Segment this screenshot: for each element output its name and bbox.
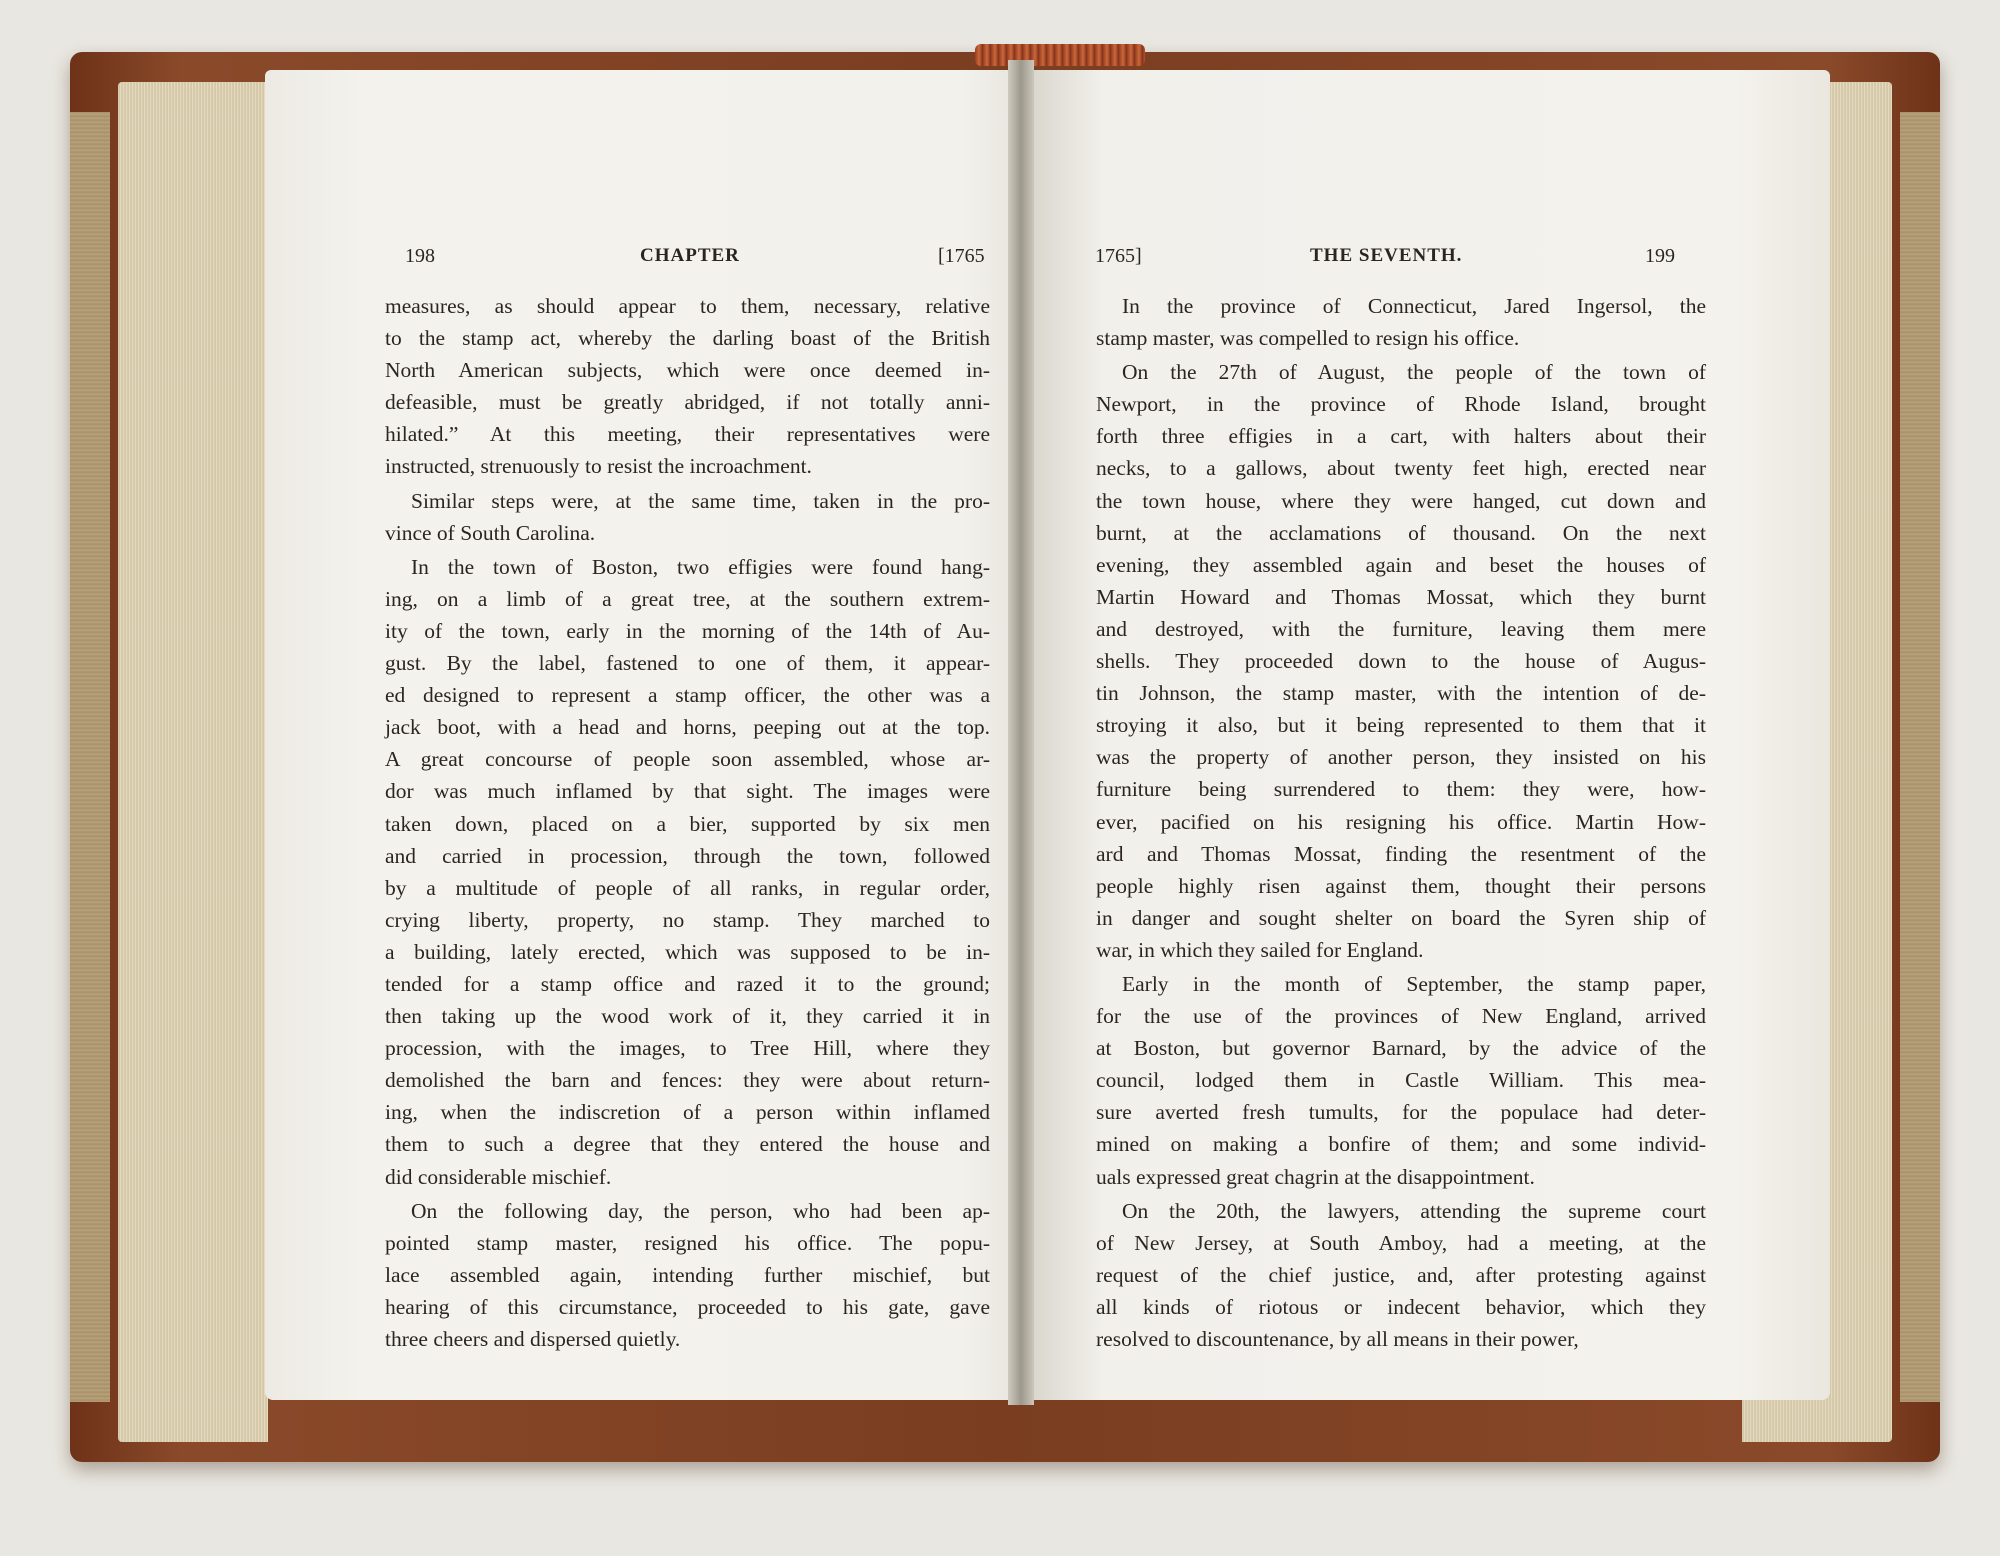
left-running-head [405,245,995,275]
text-line: sure averted fresh tumults, for the populace had deter- [1096,1100,1706,1125]
text-line: the town house, where they were hanged, cut down and [1096,488,1706,513]
text-line: resolved to discountenance, by all means in their power, [1096,1327,1579,1351]
text-line: lace assembled again, intending further mischief, but [385,1262,990,1287]
text-line: furniture being surrendered to them: they were, how- [1096,777,1706,802]
text-line: Newport, in the province of Rhode Island, brought [1096,392,1706,417]
paragraph [385,551,990,1193]
text-line: measures, as should appear to them, necessary, relative [385,294,990,318]
text-line: On the following day, the person, who had been ap- [411,1198,990,1223]
text-line: North American subjects, which were once deemed in- [385,358,990,383]
text-line: In the town of Boston, two effigies were found hang- [411,554,990,579]
left-page-edges [118,82,268,1442]
text-line: shells. They proceeded down to the house of Augus- [1096,649,1706,674]
text-line: was the property of another person, they insisted on his [1096,745,1706,770]
text-line: gust. By the label, fastened to one of them, it appear- [385,651,990,676]
left-running-year: [1765 [938,245,985,267]
paragraph [385,485,990,549]
right-running-title: THE SEVENTH. [1310,245,1463,266]
text-line: demolished the barn and fences: they were about return- [385,1068,990,1093]
left-page-text [385,290,990,1357]
right-running-year: 1765] [1095,245,1142,267]
text-line: evening, they assembled again and beset the houses of [1096,552,1706,577]
text-line: council, lodged them in Castle William. This mea- [1096,1068,1706,1093]
text-line: crying liberty, property, no stamp. They marched to [385,907,990,932]
text-line: ever, pacified on his resigning his office. Martin How- [1096,809,1706,834]
text-line: jack boot, with a head and horns, peeping out at the top. [385,715,990,740]
text-line: of New Jersey, at South Amboy, had a meeting, at the [1096,1230,1706,1255]
text-line: uals expressed great chagrin at the disappointment. [1096,1164,1535,1189]
text-line: instructed, strenuously to resist the incroachment. [385,454,812,479]
right-running-head [1095,245,1685,275]
paragraph [385,1195,990,1355]
text-line: people highly risen against them, thought their persons [1096,873,1706,898]
text-line: A great concourse of people soon assembled, whose ar- [385,747,990,772]
text-line: defeasible, must be greatly abridged, if not totally anni- [385,390,990,415]
text-line: war, in which they sailed for England. [1096,937,1424,962]
text-line: and destroyed, with the furniture, leaving them mere [1096,616,1706,641]
text-line: Early in the month of September, the stamp paper, [1122,971,1706,996]
text-line: burnt, at the acclamations of thousand. On the next [1096,520,1706,545]
text-line: three cheers and dispersed quietly. [385,1327,681,1351]
text-line: at Boston, but governor Barnard, by the advice of the [1096,1036,1706,1061]
left-running-title: CHAPTER [640,245,740,266]
text-line: ed designed to represent a stamp officer, the other was a [385,683,990,708]
text-line: did considerable mischief. [385,1164,612,1189]
text-line: dor was much inflamed by that sight. The images were [385,779,990,804]
text-line: for the use of the provinces of New England, arrived [1096,1004,1706,1029]
text-line: ard and Thomas Mossat, finding the resentment of the [1096,841,1706,866]
text-line: stroying it also, but it being represented to them that it [1096,713,1706,738]
text-line: ing, on a limb of a great tree, at the southern extrem- [385,586,990,611]
right-page-text [1096,290,1706,1357]
text-line: Martin Howard and Thomas Mossat, which they burnt [1096,584,1706,609]
text-line: request of the chief justice, and, after protesting against [1096,1262,1706,1287]
text-line: hearing of this circumstance, proceeded to his gate, gave [385,1294,990,1319]
text-line: pointed stamp master, resigned his office. The popu- [385,1230,990,1255]
text-line: In the province of Connecticut, Jared Ingersol, the [1122,294,1706,318]
text-line: tin Johnson, the stamp master, with the intention of de- [1096,681,1706,706]
text-line: hilated.” At this meeting, their representatives were [385,422,990,447]
paragraph [1096,968,1706,1193]
paragraph [1096,1195,1706,1355]
text-line: them to such a degree that they entered the house and [385,1132,990,1157]
text-line: taken down, placed on a bier, supported by six men [385,811,990,836]
text-line: procession, with the images, to Tree Hill, where they [385,1036,990,1061]
text-line: ity of the town, early in the morning of the 14th of Au- [385,618,990,643]
text-line: a building, lately erected, which was supposed to be in- [385,939,990,964]
text-line: stamp master, was compelled to resign his office. [1096,326,1520,351]
right-page-number: 199 [1645,245,1675,267]
text-line: mined on making a bonfire of them; and some individ- [1096,1132,1706,1157]
text-line: forth three effigies in a cart, with halters about their [1096,424,1706,449]
paragraph [1096,290,1706,354]
left-page-number: 198 [405,245,435,267]
text-line: by a multitude of people of all ranks, in regular order, [385,875,990,900]
text-line: On the 20th, the lawyers, attending the supreme court [1122,1198,1706,1223]
paragraph [1096,356,1706,966]
text-line: On the 27th of August, the people of the town of [1122,360,1706,385]
text-line: Similar steps were, at the same time, taken in the pro- [411,488,990,513]
text-line: all kinds of riotous or indecent behavior, which they [1096,1294,1706,1319]
text-line: vince of South Carolina. [385,520,596,545]
text-line: ing, when the indiscretion of a person within inflamed [385,1100,990,1125]
text-line: and carried in procession, through the town, followed [385,843,990,868]
right-cover-cloth [1900,112,1940,1402]
spine-headband [975,44,1145,66]
paragraph [385,290,990,483]
text-line: in danger and sought shelter on board the Syren ship of [1096,905,1706,930]
book-gutter [1008,60,1034,1405]
text-line: to the stamp act, whereby the darling boast of the British [385,326,990,351]
text-line: necks, to a gallows, about twenty feet high, erected near [1096,456,1706,481]
text-line: then taking up the wood work of it, they carried it in [385,1004,990,1029]
left-cover-cloth [70,112,110,1402]
text-line: tended for a stamp office and razed it to the ground; [385,971,990,996]
